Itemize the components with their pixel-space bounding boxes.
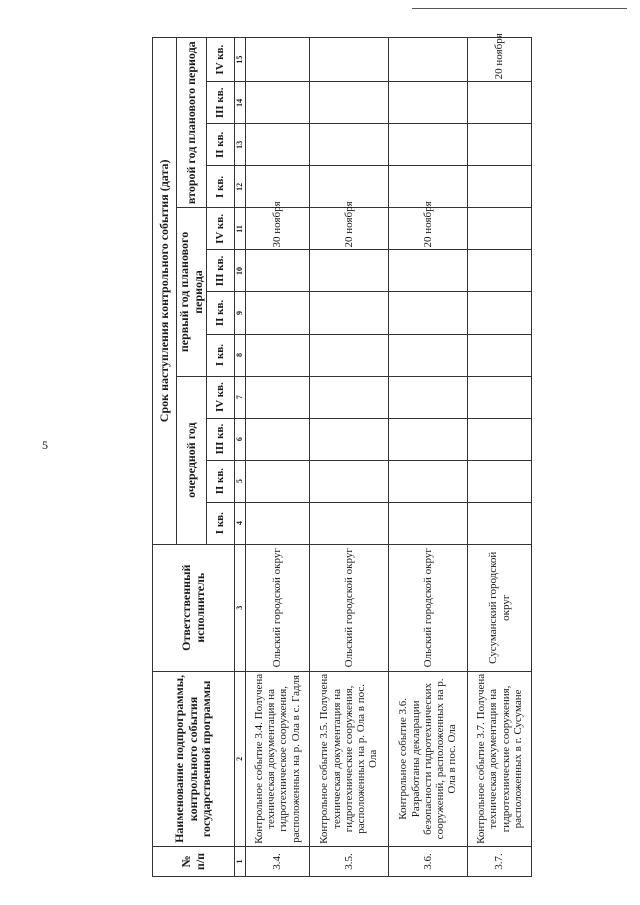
column-number: 6 bbox=[235, 418, 246, 460]
column-number: 1 bbox=[235, 846, 246, 876]
event-description: Контрольное событие 3.6. Разработаны декларации безопасности гидротехнических сооружений, расположенных на р. Ола в пос. Ола bbox=[388, 671, 467, 846]
column-number: 10 bbox=[235, 250, 246, 292]
quarter-header: IV кв. bbox=[207, 38, 235, 82]
column-number: 4 bbox=[235, 502, 246, 544]
quarter-header: III кв. bbox=[207, 82, 235, 124]
row-number: 3.7. bbox=[468, 846, 532, 876]
quarter-header: II кв. bbox=[207, 460, 235, 502]
column-number: 3 bbox=[235, 544, 246, 671]
row-number: 3.6. bbox=[388, 846, 467, 876]
header-current-year: очередной год bbox=[177, 376, 207, 544]
quarter-header: I кв. bbox=[207, 502, 235, 544]
executor-cell: Сусуманский городской округ bbox=[468, 544, 532, 671]
event-description: Контрольное событие 3.4. Получена техническая документация на гидротехническое сооружения, расположенных на р. Ола в с. Гадля bbox=[246, 671, 310, 846]
page-number: 5 bbox=[42, 438, 48, 452]
quarter-header: I кв. bbox=[207, 166, 235, 208]
rotated-table-wrapper bbox=[152, 33, 532, 877]
quarter-header: IV кв. bbox=[207, 376, 235, 418]
date-second-plan-q4 bbox=[309, 38, 388, 82]
date-first-plan-q4: 20 ноября bbox=[309, 208, 388, 250]
header-executor: Ответственный исполнитель bbox=[153, 544, 235, 671]
column-number: 12 bbox=[235, 166, 246, 208]
column-number: 15 bbox=[235, 38, 246, 82]
header-term: Срок наступления контрольного события (дата) bbox=[153, 38, 177, 545]
column-number: 11 bbox=[235, 208, 246, 250]
quarter-header: I кв. bbox=[207, 334, 235, 376]
table-row bbox=[309, 38, 388, 877]
executor-cell: Ольский городской округ bbox=[388, 544, 467, 671]
event-description: Контрольное событие 3.7. Получена техническая документация на гидротехнические сооружения, расположенных в г. Сусумане bbox=[468, 671, 532, 846]
column-number: 9 bbox=[235, 292, 246, 334]
table-row bbox=[388, 38, 467, 877]
control-events-table bbox=[152, 33, 532, 877]
header-num: № п/п bbox=[153, 846, 235, 876]
header-first-plan-year: первый год планового периода bbox=[177, 208, 207, 376]
date-second-plan-q4: 20 ноября bbox=[468, 38, 532, 82]
event-description: Контрольное событие 3.5. Получена техническая документация на гидротехнические сооружения, расположенных на р. Ола в пос. Ола bbox=[309, 671, 388, 846]
executor-cell: Ольский городской округ bbox=[309, 544, 388, 671]
column-number-row bbox=[235, 38, 246, 877]
header-name: Наименование подпрограммы, контрольного события государственной программы bbox=[153, 671, 235, 846]
quarter-header: II кв. bbox=[207, 292, 235, 334]
column-number: 8 bbox=[235, 334, 246, 376]
quarter-header: II кв. bbox=[207, 124, 235, 166]
top-rule bbox=[412, 8, 627, 9]
row-number: 3.5. bbox=[309, 846, 388, 876]
executor-cell: Ольский городской округ bbox=[246, 544, 310, 671]
quarter-header: III кв. bbox=[207, 418, 235, 460]
table-row bbox=[468, 38, 532, 877]
quarter-header: III кв. bbox=[207, 250, 235, 292]
column-number: 14 bbox=[235, 82, 246, 124]
header-second-plan-year: второй год планового периода bbox=[177, 38, 207, 208]
column-number: 13 bbox=[235, 124, 246, 166]
date-first-plan-q4: 20 ноября bbox=[388, 208, 467, 250]
date-second-plan-q4 bbox=[388, 38, 467, 82]
row-number: 3.4. bbox=[246, 846, 310, 876]
date-second-plan-q4 bbox=[246, 38, 310, 82]
column-number: 2 bbox=[235, 671, 246, 846]
column-number: 7 bbox=[235, 376, 246, 418]
table-row bbox=[246, 38, 310, 877]
quarter-header: IV кв. bbox=[207, 208, 235, 250]
date-first-plan-q4 bbox=[468, 208, 532, 250]
date-first-plan-q4: 30 ноября bbox=[246, 208, 310, 250]
column-number: 5 bbox=[235, 460, 246, 502]
